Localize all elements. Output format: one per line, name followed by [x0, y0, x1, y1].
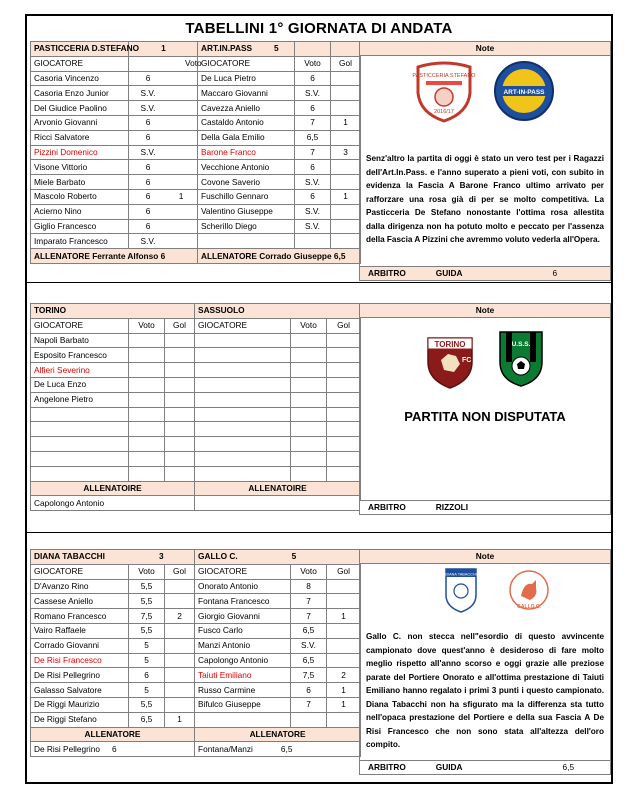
player-voto: 7 — [295, 145, 331, 160]
logo-year: 2016/17 — [434, 109, 454, 115]
home-coach-name: Capolongo Antonio — [31, 496, 195, 511]
player-voto — [291, 377, 327, 392]
match-3-table — [30, 549, 361, 757]
col-voto: Voto — [291, 564, 327, 579]
player-name: Arvonio Giovanni — [31, 115, 129, 130]
referee-row: ARBITRO GUIDA 6 — [359, 266, 611, 281]
player-name: Bifulco Giuseppe — [195, 697, 291, 712]
player-name: Alfieri Severino — [31, 363, 129, 378]
player-voto — [291, 466, 327, 481]
player-name: Barone Franco — [198, 145, 295, 160]
table-row — [31, 579, 361, 594]
player-gol — [327, 437, 361, 452]
table-row — [31, 609, 361, 624]
player-voto — [129, 348, 165, 363]
home-team-cell: TORINO — [31, 304, 195, 319]
artinpass-logo-icon — [492, 59, 556, 123]
notes-box — [359, 55, 611, 267]
table-row — [31, 437, 361, 452]
player-voto-gol: 6 — [129, 219, 198, 234]
player-name: Cavezza Aniello — [198, 101, 295, 116]
player-gol — [327, 377, 361, 392]
table-row — [31, 623, 361, 638]
table-row — [31, 712, 361, 727]
match-2 — [27, 303, 611, 523]
player-name: Del Giudice Paolino — [31, 101, 129, 116]
player-voto: 7 — [291, 697, 327, 712]
away-coach-label: ALLENATORE — [195, 727, 361, 742]
col-gol: Gol — [331, 56, 361, 71]
player-name — [31, 422, 129, 437]
player-voto-gol: S.V. — [129, 101, 198, 116]
divider — [27, 282, 611, 283]
player-gol — [165, 579, 195, 594]
player-voto — [291, 451, 327, 466]
player-voto: 5,5 — [129, 579, 165, 594]
player-gol — [165, 668, 195, 683]
player-voto-gol: 6 — [129, 71, 198, 86]
player-gol: 2 — [327, 668, 361, 683]
player-name: De Luca Enzo — [31, 377, 129, 392]
player-voto: S.V. — [291, 638, 327, 653]
player-voto: 6 — [295, 160, 331, 175]
player-gol — [327, 466, 361, 481]
table-row — [31, 189, 361, 204]
page-frame — [25, 14, 613, 784]
col-player: GIOCATORE — [31, 56, 129, 71]
player-voto — [291, 407, 327, 422]
player-name: Pizzini Domenico — [31, 145, 129, 160]
player-voto — [295, 234, 331, 249]
player-gol — [331, 130, 361, 145]
table-row — [31, 145, 361, 160]
player-name: Capolongo Antonio — [195, 653, 291, 668]
player-name: Manzi Antonio — [195, 638, 291, 653]
away-coach: ALLENATORE Corrado Giuseppe 6,5 — [198, 249, 361, 264]
player-gol — [331, 234, 361, 249]
player-gol — [331, 204, 361, 219]
player-voto: 7,5 — [291, 668, 327, 683]
player-name: Covone Saverio — [198, 175, 295, 190]
player-gol — [165, 392, 195, 407]
away-team-cell: GALLO C. 5 — [195, 550, 361, 565]
player-voto-gol: 6 — [129, 130, 198, 145]
player-name: Romano Francesco — [31, 609, 129, 624]
match-3 — [27, 549, 611, 772]
col-voto: Voto — [291, 318, 327, 333]
player-gol — [331, 101, 361, 116]
player-voto: 5,5 — [129, 697, 165, 712]
player-gol — [327, 348, 361, 363]
col-player: GIOCATORE — [31, 564, 129, 579]
player-voto: 6 — [295, 71, 331, 86]
col-gol: Gol — [327, 318, 361, 333]
player-voto — [129, 363, 165, 378]
player-gol — [327, 333, 361, 348]
player-name: Ricci Salvatore — [31, 130, 129, 145]
torino-logo-icon — [426, 332, 474, 390]
player-gol — [327, 363, 361, 378]
player-name — [31, 466, 129, 481]
col-voto: Voto — [295, 56, 331, 71]
player-voto — [129, 451, 165, 466]
player-gol — [327, 407, 361, 422]
notes-header: Note — [359, 303, 611, 318]
table-row — [31, 160, 361, 175]
player-name — [195, 422, 291, 437]
player-voto: 6 — [295, 189, 331, 204]
player-voto-gol: 6 1 — [129, 189, 198, 204]
player-voto: 7 — [291, 609, 327, 624]
player-gol — [165, 451, 195, 466]
logo-text: TORINO — [434, 340, 466, 349]
player-name: Fuschillo Gennaro — [198, 189, 295, 204]
match-1-table — [30, 41, 361, 264]
player-voto-gol: 6 — [129, 175, 198, 190]
col-voto: Voto — [129, 564, 165, 579]
notes-text: Senz'altro la partita di oggi è stato un vero test per i Ragazzi dell'Art.In.Pass. e l'anno superato a pieni voti, con subito in evidenza la Fascia A Barone Franco ultimo arrivato per rafforzare una rosa già di per se molto competitiva. La Pasticceria De Stefano nonostante l'ottima rosa allestita dalla dirigenza non ha potuto molto e peccato per l'assenza della Fascia A Pizzini che avremmo voluto vederla all'Opera. — [366, 154, 604, 244]
player-name: De Riggi Maurizio — [31, 697, 129, 712]
player-voto — [291, 363, 327, 378]
table-row — [31, 115, 361, 130]
player-gol — [165, 377, 195, 392]
table-row — [31, 377, 361, 392]
table-row — [31, 333, 361, 348]
col-player: GIOCATORE — [195, 564, 291, 579]
home-coach-name: De Risi Pellegrino 6 — [31, 742, 195, 757]
player-voto: 5 — [129, 653, 165, 668]
logo-text: PASTICCERIA STEFANO — [412, 73, 476, 79]
notes-header: Note — [359, 41, 611, 56]
player-name: Della Gala Emilio — [198, 130, 295, 145]
player-voto — [291, 348, 327, 363]
player-voto: S.V. — [295, 219, 331, 234]
home-coach-label: ALLENATORE — [31, 727, 195, 742]
table-row — [31, 219, 361, 234]
player-voto — [129, 422, 165, 437]
player-gol — [327, 653, 361, 668]
player-name — [198, 234, 295, 249]
player-voto — [129, 407, 165, 422]
col-player: GIOCATORE — [195, 318, 291, 333]
player-voto — [291, 437, 327, 452]
notes-header: Note — [359, 549, 611, 564]
player-name: Imparato Francesco — [31, 234, 129, 249]
home-team-cell: PASTICCERIA D.STEFANO 1 — [31, 42, 129, 57]
player-gol: 1 — [327, 609, 361, 624]
player-name: Angelone Pietro — [31, 392, 129, 407]
player-name — [31, 437, 129, 452]
player-name: Vairo Raffaele — [31, 623, 129, 638]
player-voto: 7 — [295, 115, 331, 130]
table-row — [31, 175, 361, 190]
player-name: Miele Barbato — [31, 175, 129, 190]
player-voto: S.V. — [295, 86, 331, 101]
away-coach-label: ALLENATOIRE — [195, 481, 361, 496]
player-voto-gol: S.V. — [129, 234, 198, 249]
player-gol — [327, 638, 361, 653]
player-voto — [291, 422, 327, 437]
player-name: Taiuti Emiliano — [195, 668, 291, 683]
player-name: Russo Carmine — [195, 683, 291, 698]
table-row — [31, 363, 361, 378]
player-name: Casoria Enzo Junior — [31, 86, 129, 101]
player-voto: 5 — [129, 683, 165, 698]
player-voto: 6,5 — [291, 653, 327, 668]
player-gol — [165, 683, 195, 698]
player-name — [195, 437, 291, 452]
player-voto: 6 — [295, 101, 331, 116]
table-row — [31, 101, 361, 116]
player-name: Visone Vittorio — [31, 160, 129, 175]
col-player: GIOCATORE — [31, 318, 129, 333]
player-voto: 6 — [129, 668, 165, 683]
match-status: PARTITA NON DISPUTATA — [404, 409, 566, 424]
home-coach: ALLENATORE Ferrante Alfonso 6 — [31, 249, 198, 264]
player-name: Corrado Giovanni — [31, 638, 129, 653]
player-name — [31, 451, 129, 466]
player-gol — [165, 363, 195, 378]
logo-text: DIANA TABACCHI — [445, 572, 477, 577]
player-gol — [331, 219, 361, 234]
player-name: Giglio Francesco — [31, 219, 129, 234]
player-gol — [165, 437, 195, 452]
referee-row: ARBITRO GUIDA 6,5 — [359, 760, 611, 775]
match-2-table — [30, 303, 361, 511]
col-voto: Voto — [129, 318, 165, 333]
player-name: Castaldo Antonio — [198, 115, 295, 130]
player-gol: 1 — [331, 189, 361, 204]
col-gol: Gol — [165, 318, 195, 333]
col-voto-gol: Voto — [129, 56, 198, 71]
player-gol — [165, 697, 195, 712]
player-gol: 1 — [327, 683, 361, 698]
logo-text: U.S.S. — [511, 341, 531, 348]
player-name: Casoria Vincenzo — [31, 71, 129, 86]
player-name: Scherillo Diego — [198, 219, 295, 234]
notes-box — [359, 317, 611, 501]
player-voto: 8 — [291, 579, 327, 594]
player-name: Esposito Francesco — [31, 348, 129, 363]
player-voto — [291, 392, 327, 407]
player-name — [195, 392, 291, 407]
player-gol: 1 — [327, 697, 361, 712]
player-name: De Riggi Stefano — [31, 712, 129, 727]
player-gol — [327, 392, 361, 407]
table-row — [31, 653, 361, 668]
player-gol — [331, 86, 361, 101]
player-name: Galasso Salvatore — [31, 683, 129, 698]
table-row — [31, 71, 361, 86]
table-row — [31, 234, 361, 249]
player-gol — [331, 71, 361, 86]
player-name — [195, 348, 291, 363]
player-gol — [327, 422, 361, 437]
player-voto — [129, 437, 165, 452]
divider — [27, 532, 611, 533]
player-name: De Luca Pietro — [198, 71, 295, 86]
player-voto: 5,5 — [129, 623, 165, 638]
player-voto — [129, 466, 165, 481]
player-name — [195, 377, 291, 392]
table-row — [31, 86, 361, 101]
table-row — [31, 451, 361, 466]
col-player: GIOCATORE — [198, 56, 295, 71]
player-voto: 6,5 — [291, 623, 327, 638]
player-gol — [327, 623, 361, 638]
notes-box — [359, 563, 611, 761]
col-gol: Gol — [165, 564, 195, 579]
player-name: Maccaro Giovanni — [198, 86, 295, 101]
home-team-cell: DIANA TABACCHI 3 — [31, 550, 195, 565]
table-row — [31, 594, 361, 609]
player-name: Mascolo Roberto — [31, 189, 129, 204]
player-gol: 2 — [165, 609, 195, 624]
table-row — [31, 697, 361, 712]
player-name: Vecchione Antonio — [198, 160, 295, 175]
player-name: D'Avanzo Rino — [31, 579, 129, 594]
player-gol — [165, 653, 195, 668]
table-row — [31, 392, 361, 407]
player-voto: 5,5 — [129, 594, 165, 609]
player-voto-gol: S.V. — [129, 86, 198, 101]
player-voto: 6 — [291, 683, 327, 698]
player-name: Onorato Antonio — [195, 579, 291, 594]
player-name — [195, 466, 291, 481]
player-name: Giorgio Giovanni — [195, 609, 291, 624]
player-voto: S.V. — [295, 204, 331, 219]
referee-row: ARBITRO RIZZOLI — [359, 500, 611, 515]
table-row — [31, 668, 361, 683]
player-gol — [327, 712, 361, 727]
away-team-cell: ART.IN.PASS 5 — [198, 42, 295, 57]
table-row — [31, 348, 361, 363]
player-name: Fusco Carlo — [195, 623, 291, 638]
table-row — [31, 130, 361, 145]
player-gol — [331, 160, 361, 175]
player-name — [195, 712, 291, 727]
page-title: TABELLINI 1° GIORNATA DI ANDATA — [185, 20, 453, 37]
gallo-logo-icon — [508, 568, 550, 612]
player-voto: 6,5 — [129, 712, 165, 727]
table-row — [31, 683, 361, 698]
player-gol — [327, 451, 361, 466]
player-name — [195, 407, 291, 422]
player-gol — [165, 638, 195, 653]
table-row — [31, 407, 361, 422]
player-voto — [129, 333, 165, 348]
player-gol: 1 — [331, 115, 361, 130]
player-name: Cassese Aniello — [31, 594, 129, 609]
player-gol — [165, 348, 195, 363]
player-name — [195, 333, 291, 348]
player-voto-gol: 6 — [129, 160, 198, 175]
player-voto: 7 — [291, 594, 327, 609]
player-voto-gol: 6 — [129, 115, 198, 130]
player-gol — [165, 407, 195, 422]
col-gol: Gol — [327, 564, 361, 579]
player-voto — [291, 333, 327, 348]
away-team-cell: SASSUOLO — [195, 304, 361, 319]
home-coach-label: ALLENATOIRE — [31, 481, 195, 496]
player-gol: 3 — [331, 145, 361, 160]
player-voto-gol: 6 — [129, 204, 198, 219]
player-voto — [291, 712, 327, 727]
table-row — [31, 638, 361, 653]
player-gol — [165, 422, 195, 437]
logo-text: ART-IN-PASS — [503, 89, 545, 96]
player-name: Valentino Giuseppe — [198, 204, 295, 219]
player-name — [195, 451, 291, 466]
player-name: Fontana Francesco — [195, 594, 291, 609]
player-name — [195, 363, 291, 378]
player-gol: 1 — [165, 712, 195, 727]
player-name: De Risi Pellegrino — [31, 668, 129, 683]
away-coach-name: Fontana/Manzi 6,5 — [195, 742, 361, 757]
player-voto — [129, 377, 165, 392]
logo-text: GALLO C. — [517, 604, 541, 610]
player-name: De Risi Francesco — [31, 653, 129, 668]
table-row — [31, 422, 361, 437]
player-name: Napoli Barbato — [31, 333, 129, 348]
player-gol — [165, 333, 195, 348]
player-voto: 6,5 — [295, 130, 331, 145]
player-voto: 7,5 — [129, 609, 165, 624]
notes-text: Gallo C. non stecca nell"esordio di questo avvincente campionato dove quest'anno è desideroso di fare molto meglio rispetto all'anno scorso e oggi grazie alle preziose parate del Portiere Onorato e all'ottima prestazione di Taiuti Emiliano hanno regalato i primi 3 punti i questo campionato. Diana Tabacchi non ha sfigurato ma la differenza sta tutto nell'opaca prestazione del Portiere e della sua Fascia A De Risi Francesco che non sono stata all'altezza dell'oro compito. — [366, 632, 604, 749]
match-1 — [27, 41, 611, 296]
sassuolo-logo-icon — [498, 328, 544, 388]
player-voto: S.V. — [295, 175, 331, 190]
player-voto-gol: S.V. — [129, 145, 198, 160]
player-gol — [331, 175, 361, 190]
diana-tabacchi-logo-icon — [444, 567, 478, 613]
player-name: Acierno Nino — [31, 204, 129, 219]
player-gol — [165, 594, 195, 609]
pasticceria-logo-icon — [412, 59, 476, 123]
player-gol — [327, 594, 361, 609]
player-gol — [327, 579, 361, 594]
table-row — [31, 204, 361, 219]
player-name — [31, 407, 129, 422]
player-gol — [165, 466, 195, 481]
player-voto: 5 — [129, 638, 165, 653]
logo-sub: FC — [462, 357, 472, 364]
player-voto — [129, 392, 165, 407]
player-gol — [165, 623, 195, 638]
table-row — [31, 466, 361, 481]
